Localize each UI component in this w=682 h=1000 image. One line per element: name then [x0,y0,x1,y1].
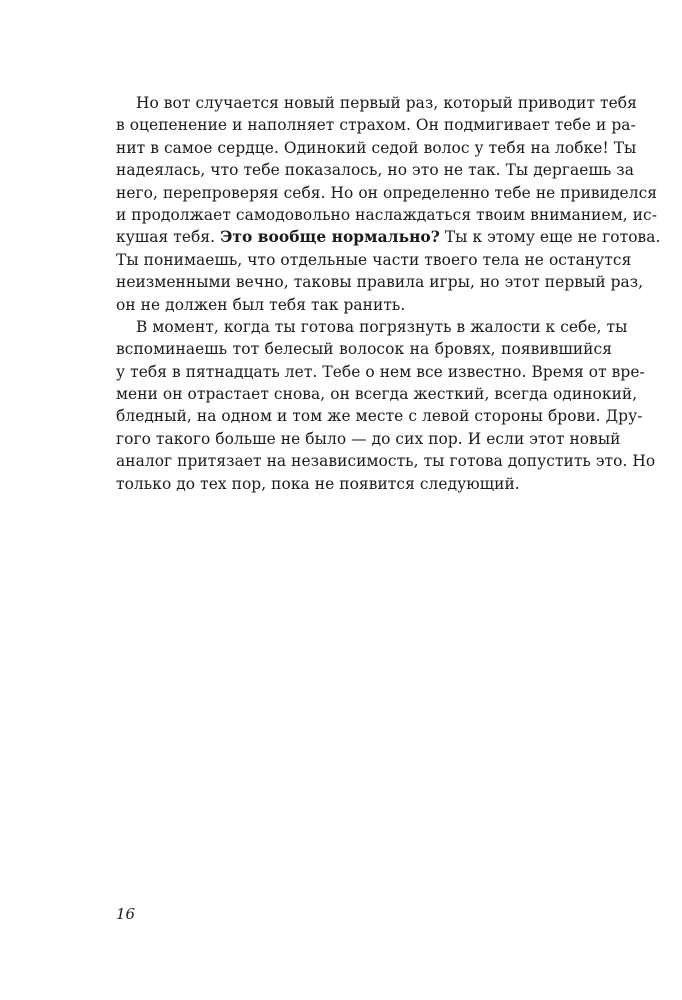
text-line: Но вот случается новый первый раз, который приводит тебя [136,94,637,112]
text-line: в оцепенение и наполняет страхом. Он подмигивает тебе и ра- [116,116,636,135]
text-line: он не должен был тебя так ранить. [116,295,406,314]
bold-question: Это вообще нормально? [220,228,440,247]
text-line: неизменными вечно, таковы правила игры, но этот первый раз, [116,273,644,292]
text-fragment: Ты к этому еще не готова. [439,228,661,247]
text-line: Ты понимаешь, что отдельные части твоего тела не останутся [116,250,632,269]
text-fragment: кушая тебя. [116,228,221,247]
page-number: 16 [116,905,136,923]
text-line: вспоминаешь тот белесый волосок на бровях, появившийся [116,340,612,359]
text-line: и продолжает самодовольно наслаждаться твоим вниманием, ис- [116,205,657,224]
text-line: бледный, на одном и том же месте с левой стороны брови. Дру- [116,407,643,426]
text-line: аналог притязает на независимость, ты готова допустить это. Но [116,452,656,471]
text-line: гого такого больше не было — до сих пор. И если этот новый [116,429,621,448]
text-line: у тебя в пятнадцать лет. Тебе о нем все известно. Время от вре- [116,362,645,381]
text-line: него, перепроверяя себя. Но он определенно тебе не привиделся [116,183,658,202]
paragraph-2 [116,316,656,495]
text-line: только до тех пор, пока не появится следующий. [116,474,520,493]
text-line: В момент, когда ты готова погрязнуть в жалости к себе, ты [136,317,628,336]
text-line: надеялась, что тебе показалось, но это не так. Ты дергаешь за [116,161,635,180]
paragraph-1 [116,92,661,316]
text-line-with-bold [116,226,661,248]
body-text [116,92,661,495]
text-line: мени он отрастает снова, он всегда жесткий, всегда одинокий, [116,385,638,404]
text-line: нит в самое сердце. Одинокий седой волос у тебя на лобке! Ты [116,138,637,157]
